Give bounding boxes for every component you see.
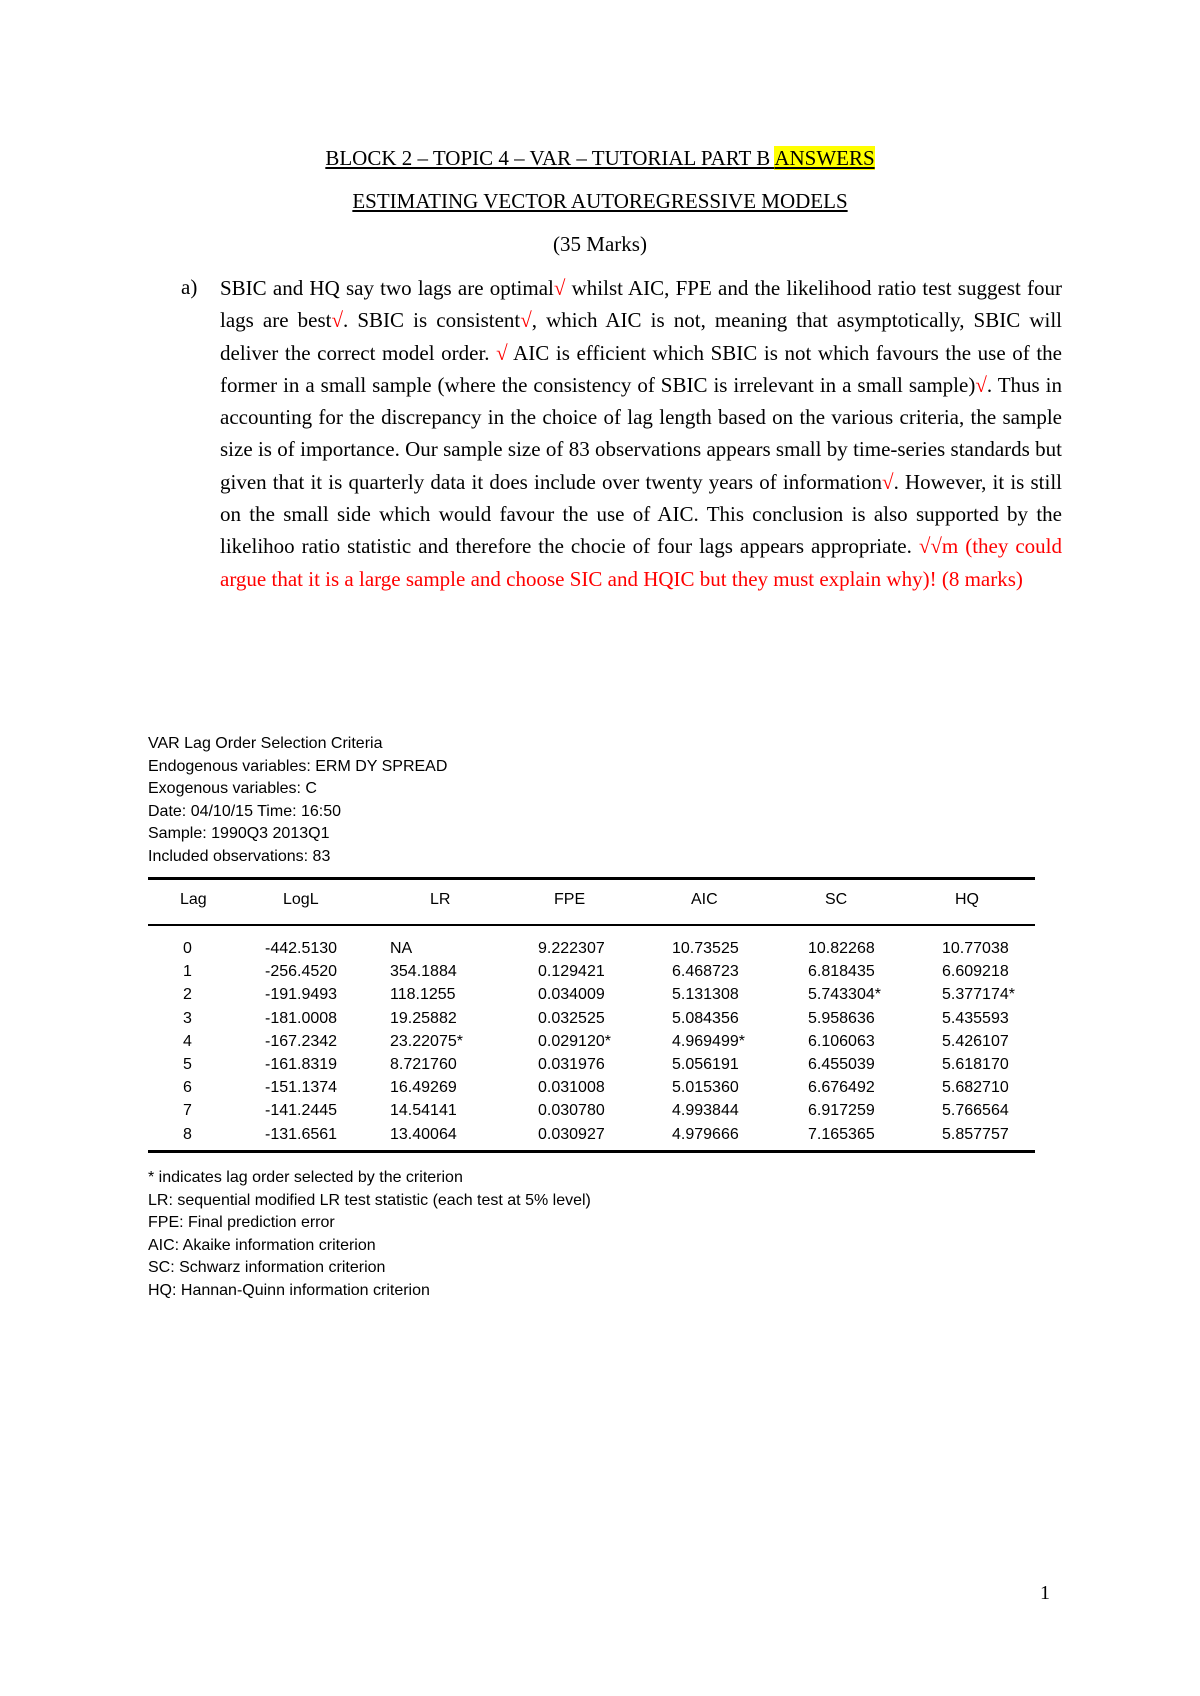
eviews-header <box>148 733 447 869</box>
column-header-hq: HQ <box>955 891 979 908</box>
table-cell: 10.77038 <box>942 940 1009 957</box>
table-notes <box>148 1167 591 1303</box>
table-cell: 10.73525 <box>672 940 739 957</box>
table-row <box>0 1079 1200 1102</box>
table-cell: 0.032525 <box>538 1009 605 1027</box>
note-line: LR: sequential modified LR test statistic (each test at 5% level) <box>148 1191 591 1209</box>
column-header-lr: LR <box>430 891 451 908</box>
answer-paragraph <box>220 272 1062 595</box>
header-line: VAR Lag Order Selection Criteria <box>148 735 383 752</box>
table-cell: 5.015360 <box>672 1079 739 1097</box>
table-cell: 0.030780 <box>538 1102 605 1120</box>
table-row <box>0 1102 1200 1125</box>
table-cell: 10.82268 <box>808 940 875 957</box>
table-cell: -191.9493 <box>265 986 338 1004</box>
column-header-fpe: FPE <box>554 891 586 908</box>
table-cell: 0.031008 <box>538 1079 605 1097</box>
note-line: HQ: Hannan-Quinn information criterion <box>148 1281 430 1299</box>
table-cell: 5.084356 <box>672 1009 739 1027</box>
table-cell: 8 <box>183 1125 192 1143</box>
title-text: BLOCK 2 – TOPIC 4 – VAR – TUTORIAL PART B <box>325 146 775 170</box>
table-row <box>0 1126 1200 1149</box>
table-cell: 0.129421 <box>538 963 605 981</box>
table-cell: 6.468723 <box>672 963 739 981</box>
answer-text: AIC is efficient which SBIC is not which favours the use of the former in a small sample (where the consistency of SBIC is irrelevant in a small sample) <box>220 340 1062 397</box>
answer-text: . SBIC is consistent <box>343 308 521 333</box>
table-cell: 0 <box>183 940 192 957</box>
table-cell: 8.721760 <box>390 1056 457 1073</box>
column-header-logl: LogL <box>283 891 319 908</box>
table-cell: 6.818435 <box>808 963 875 981</box>
check-mark-icon: √ <box>520 308 532 333</box>
table-cell: 1 <box>183 963 192 981</box>
table-cell: 7 <box>183 1102 192 1120</box>
total-marks: (35 Marks) <box>553 232 647 256</box>
table-cell: -167.2342 <box>265 1032 338 1050</box>
check-mark-icon: √ <box>882 469 894 494</box>
table-header-rule <box>148 924 1035 926</box>
table-cell: 5.857757 <box>942 1125 1009 1143</box>
header-line: Exogenous variables: C <box>148 780 317 798</box>
table-bottom-rule <box>148 1150 1035 1153</box>
table-cell: 5.743304* <box>808 986 881 1004</box>
column-header-sc: SC <box>825 891 848 908</box>
table-cell: 5.426107 <box>942 1032 1009 1050</box>
check-mark-icon: √ <box>975 372 987 397</box>
note-line: SC: Schwarz information criterion <box>148 1259 386 1277</box>
table-cell: 354.1884 <box>390 963 457 981</box>
table-cell: 5 <box>183 1056 192 1073</box>
table-cell: -256.4520 <box>265 963 338 981</box>
table-cell: -131.6561 <box>265 1125 338 1143</box>
table-cell: 14.54141 <box>390 1102 457 1120</box>
check-mark-icon: √ <box>331 308 344 333</box>
note-line: AIC: Akaike information criterion <box>148 1236 376 1254</box>
check-mark-icon: √ <box>553 276 566 300</box>
document-title <box>0 146 1200 171</box>
column-header-lag: Lag <box>180 891 207 908</box>
column-header-aic: AIC <box>691 891 718 908</box>
header-line: Included observations: 83 <box>148 847 331 865</box>
header-line: Date: 04/10/15 Time: 16:50 <box>148 802 342 820</box>
table-cell: -181.0008 <box>265 1009 338 1027</box>
answer-text: whilst AIC, FPE and the likelihood ratio test suggest four lags are best <box>220 276 1062 333</box>
table-cell: 4.969499* <box>672 1032 745 1050</box>
table-cell: 19.25882 <box>390 1009 457 1027</box>
table-cell: 23.22075* <box>390 1032 463 1050</box>
header-line: Sample: 1990Q3 2013Q1 <box>148 825 330 843</box>
table-cell: 118.1255 <box>390 986 456 1004</box>
marking-note: √√m (they could argue that it is a large sample and choose SIC and HQIC but they must explain why)! (8 marks) <box>220 534 1062 591</box>
table-cell: 0.031976 <box>538 1056 605 1073</box>
table-cell: 0.029120* <box>538 1032 611 1050</box>
note-line: FPE: Final prediction error <box>148 1214 335 1232</box>
table-cell: 5.618170 <box>942 1056 1009 1073</box>
answer-text: . Thus in accounting for the discrepancy in the choice of lag length based on the various criteria, the sample size is of importance. Our sample size of 83 observations appears small by time-series standards but given that it is quarterly data it does include over twenty years of information <box>220 372 1062 494</box>
table-row <box>0 963 1200 986</box>
table-cell: -151.1374 <box>265 1079 338 1097</box>
table-cell: 6.609218 <box>942 963 1009 981</box>
table-top-rule <box>148 877 1035 880</box>
table-cell: -141.2445 <box>265 1102 338 1120</box>
table-cell: 0.030927 <box>538 1125 605 1143</box>
document-subtitle: ESTIMATING VECTOR AUTOREGRESSIVE MODELS <box>352 189 848 213</box>
table-cell: 4.993844 <box>672 1102 739 1120</box>
header-line: Endogenous variables: ERM DY SPREAD <box>148 757 448 775</box>
table-cell: 5.958636 <box>808 1009 875 1027</box>
check-mark-icon: √ <box>496 340 508 365</box>
table-row <box>0 1010 1200 1033</box>
table-cell: 16.49269 <box>390 1079 457 1097</box>
table-cell: 6.917259 <box>808 1102 875 1120</box>
table-cell: 9.222307 <box>538 940 605 957</box>
table-cell: 6 <box>183 1079 192 1097</box>
answers-highlight: ANSWERS <box>774 146 875 170</box>
table-cell: 4 <box>183 1032 192 1050</box>
table-cell: NA <box>390 940 413 957</box>
table-cell: 0.034009 <box>538 986 605 1004</box>
answer-text: . However, it is still on the small side which would favour the use of AIC. This conclusion is also supported by the likelihoo ratio statistic and therefore the chocie of four lags appears appropriate. <box>220 469 1063 559</box>
answer-text: , which AIC is not, meaning that asymptotically, SBIC will deliver the correct model order. <box>220 308 1062 365</box>
table-cell: 5.056191 <box>672 1056 739 1073</box>
table-cell: 5.435593 <box>942 1009 1009 1027</box>
table-row <box>0 1056 1200 1079</box>
answer-text: SBIC and HQ say two lags are optimal <box>220 276 554 300</box>
note-line: * indicates lag order selected by the criterion <box>148 1169 463 1186</box>
table-row <box>0 940 1200 963</box>
page-number: 1 <box>1040 1582 1050 1604</box>
question-label: a) <box>181 275 198 299</box>
table-cell: 5.766564 <box>942 1102 1009 1120</box>
table-cell: 5.682710 <box>942 1079 1009 1097</box>
table-cell: 4.979666 <box>672 1125 739 1143</box>
table-cell: 6.455039 <box>808 1056 875 1073</box>
table-cell: 5.131308 <box>672 986 739 1004</box>
table-row <box>0 986 1200 1009</box>
table-cell: 5.377174* <box>942 986 1015 1004</box>
table-cell: 2 <box>183 986 192 1004</box>
table-row <box>0 1033 1200 1056</box>
table-cell: -161.8319 <box>265 1056 338 1073</box>
table-cell: 7.165365 <box>808 1125 875 1143</box>
table-cell: 13.40064 <box>390 1125 457 1143</box>
table-cell: 6.106063 <box>808 1032 875 1050</box>
table-cell: 6.676492 <box>808 1079 875 1097</box>
table-cell: 3 <box>183 1009 192 1027</box>
table-cell: -442.5130 <box>265 940 338 957</box>
